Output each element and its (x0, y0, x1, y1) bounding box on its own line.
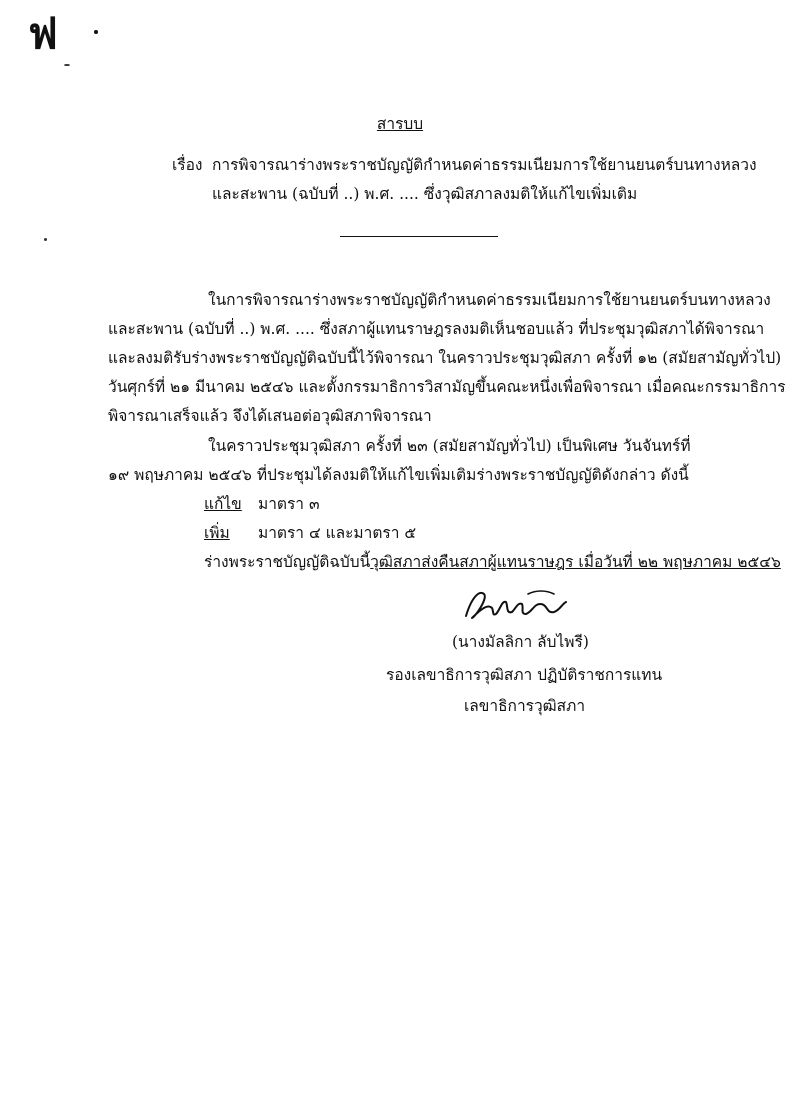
corner-mark-dot (94, 30, 98, 34)
final-line-underlined: วุฒิสภาส่งคืนสภาผู้แทนราษฎร เมื่อวันที่ ๒๒ พฤษภาคม ๒๕๔๖ (370, 553, 781, 571)
paragraph-1-line: และสะพาน (ฉบับที่ ..) พ.ศ. .... ซึ่งสภาผู้แทนราษฎรลงมติเห็นชอบแล้ว ที่ประชุมวุฒิสภาได้พิจารณา (108, 320, 765, 338)
signatory-position-1: รองเลขาธิการวุฒิสภา ปฏิบัติราชการแทน (386, 666, 663, 684)
document-title: สารบบ (376, 115, 424, 133)
final-line-prefix: ร่างพระราชบัญญัติฉบับนี้ (204, 553, 371, 571)
signatory-name: (นางมัลลิกา ลับไพรี) (452, 633, 589, 651)
scan-speck (44, 238, 47, 241)
amendment-detail-add: มาตรา ๔ และมาตรา ๕ (258, 524, 417, 542)
divider-rule (340, 236, 498, 237)
paragraph-1-line: และลงมติรับร่างพระราชบัญญัติฉบับนี้ไว้พิจารณา ในคราวประชุมวุฒิสภา ครั้งที่ ๑๒ (สมัยสามัญทั่วไป) (108, 349, 782, 367)
paragraph-1-line: ในการพิจารณาร่างพระราชบัญญัติกำหนดค่าธรรมเนียมการใช้ยานยนตร์บนทางหลวง (208, 291, 771, 309)
scan-speck (64, 64, 70, 66)
subject-line-2: และสะพาน (ฉบับที่ ..) พ.ศ. .... ซึ่งวุฒิสภาลงมติให้แก้ไขเพิ่มเติม (212, 185, 638, 203)
paragraph-2-line: ในคราวประชุมวุฒิสภา ครั้งที่ ๒๓ (สมัยสามัญทั่วไป) เป็นพิเศษ วันจันทร์ที่ (208, 437, 691, 455)
handwritten-signature (462, 586, 572, 626)
amendment-action-edit: แก้ไข (204, 495, 242, 513)
paragraph-2-line: ๑๙ พฤษภาคม ๒๕๔๖ ที่ประชุมได้ลงมติให้แก้ไขเพิ่มเติมร่างพระราชบัญญัติดังกล่าว ดังนี้ (108, 466, 689, 484)
signatory-position-2: เลขาธิการวุฒิสภา (464, 697, 586, 715)
subject-line-1: การพิจารณาร่างพระราชบัญญัติกำหนดค่าธรรมเนียมการใช้ยานยนตร์บนทางหลวง (212, 156, 757, 174)
final-line (204, 552, 781, 572)
subject-label: เรื่อง (172, 156, 203, 174)
paragraph-1-line: วันศุกร์ที่ ๒๑ มีนาคม ๒๕๔๖ และตั้งกรรมาธิการวิสามัญขึ้นคณะหนึ่งเพื่อพิจารณา เมื่อคณะกรรมาธิการ (108, 378, 786, 396)
corner-handwritten-mark: ฟ (28, 9, 58, 58)
paragraph-1-line: พิจารณาเสร็จแล้ว จึงได้เสนอต่อวุฒิสภาพิจารณา (108, 407, 432, 425)
amendment-action-add: เพิ่ม (204, 524, 230, 542)
amendment-detail-edit: มาตรา ๓ (258, 495, 320, 513)
